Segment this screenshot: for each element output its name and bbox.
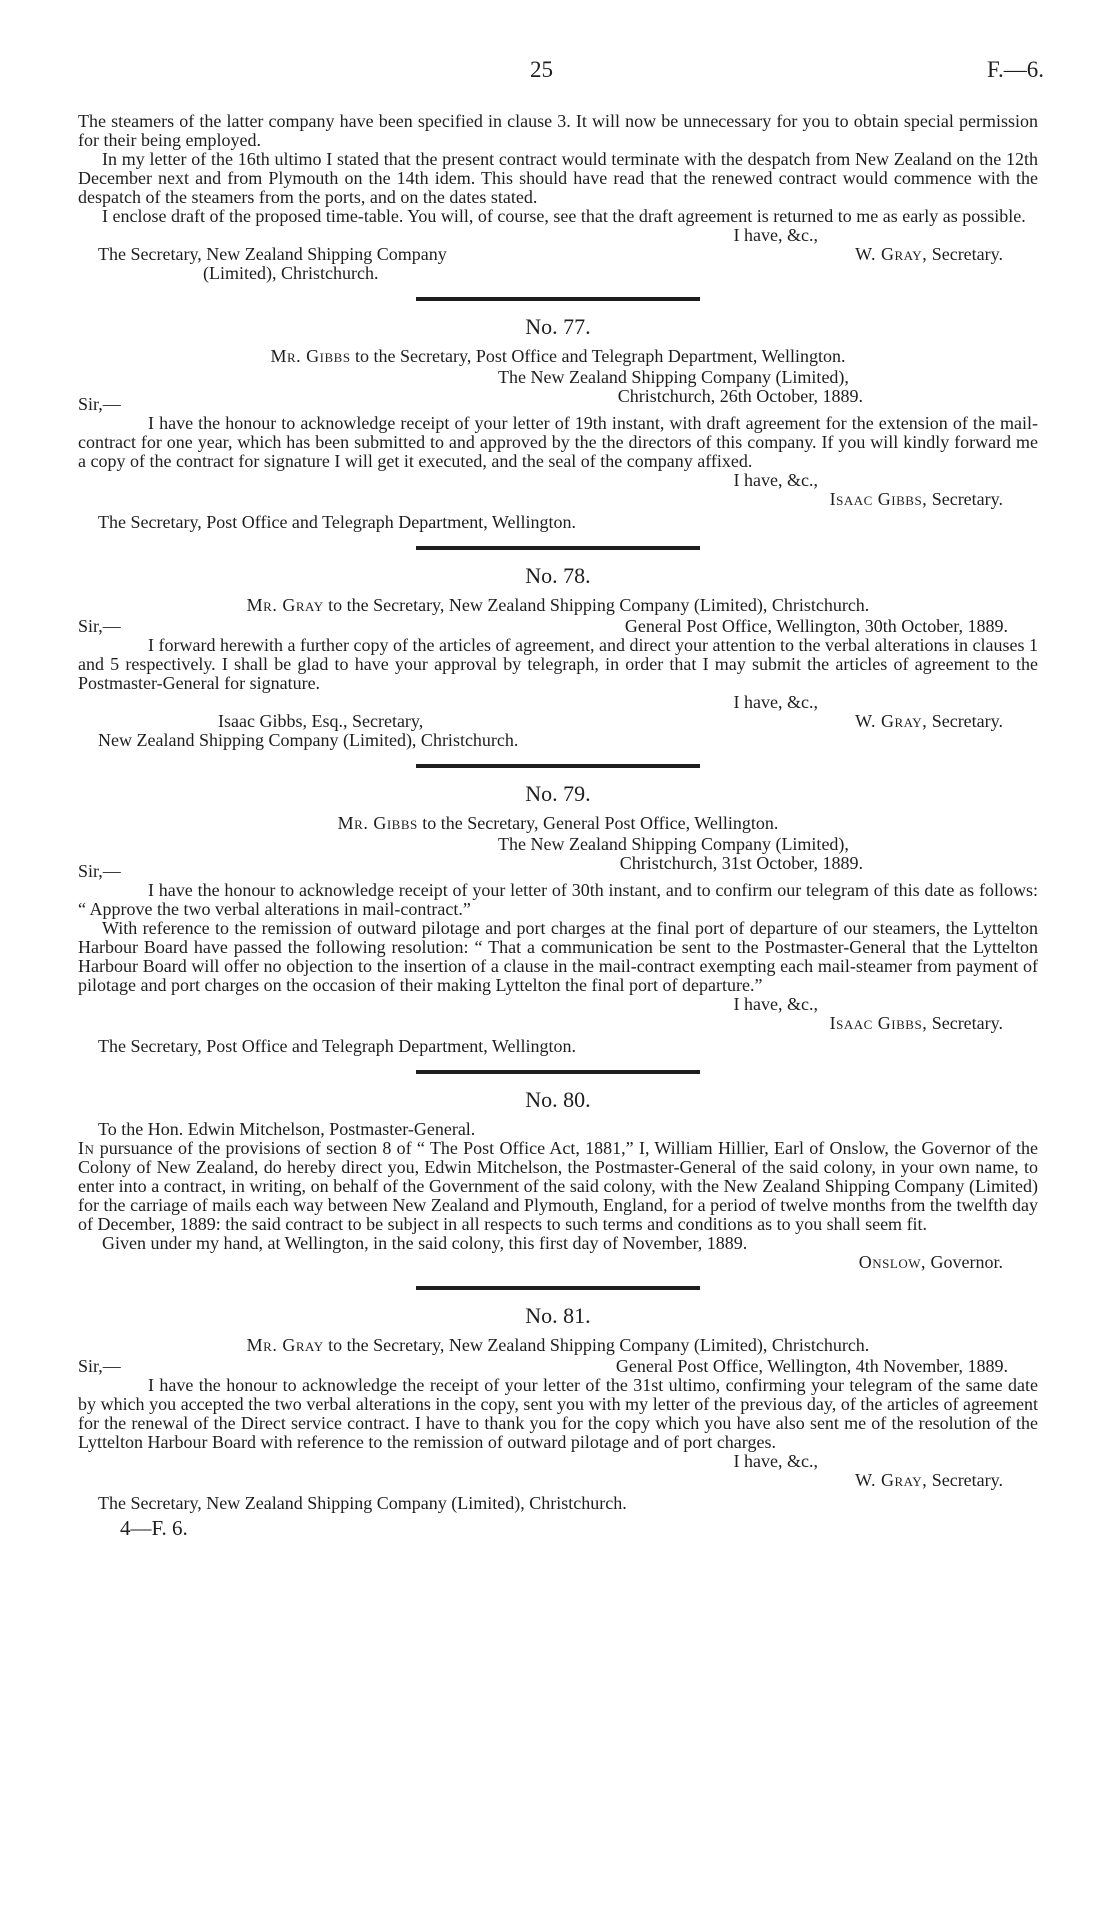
- addressee-line: Isaac Gibbs, Esq., Secretary,: [218, 711, 424, 731]
- paragraph: I have the honour to acknowledge receipt of your letter of 30th instant, and to confirm our telegram of this date as follows: “ Approve the two verbal alterations in mail-contract.”: [78, 880, 1038, 919]
- signature: W. Gray, Secretary.: [855, 244, 1003, 264]
- letter-number: No. 79.: [525, 781, 591, 806]
- paragraph: I enclose draft of the proposed time-table. You will, of course, see that the draft agreement is returned to me as early as possible.: [102, 206, 1026, 226]
- letter-77: [78, 313, 1038, 532]
- letter-date: Christchurch, 26th October, 1889.: [617, 386, 863, 406]
- sender-address: The New Zealand Shipping Company (Limited),: [498, 367, 849, 387]
- section-divider: [416, 764, 700, 768]
- paragraph: I forward herewith a further copy of the articles of agreement, and direct your attention to the verbal alterations in clauses 1 and 5 respectively. I shall be glad to have your approval by telegraph, in order that I may submit the articles of agreement to the Postmaster-General for signature.: [78, 635, 1038, 693]
- addressee-line: New Zealand Shipping Company (Limited), Christchurch.: [98, 730, 519, 750]
- salutation: Sir,—: [78, 394, 121, 414]
- sender-address: General Post Office, Wellington, 4th November, 1889.: [615, 1356, 1008, 1376]
- paragraph: Given under my hand, at Wellington, in the said colony, this first day of November, 1889.: [102, 1233, 748, 1253]
- signature-row: [78, 245, 1038, 283]
- closing-phrase: I have, &c.,: [733, 470, 818, 490]
- signature: W. Gray, Secretary.: [855, 1470, 1003, 1490]
- salutation-row: [78, 387, 1038, 414]
- letter-79: [78, 780, 1038, 1056]
- closing-phrase: I have, &c.,: [733, 225, 818, 245]
- letter-heading: Mr. Gray to the Secretary, New Zealand Shipping Company (Limited), Christchurch.: [246, 1335, 870, 1355]
- page-header: [0, 57, 1114, 90]
- addressee: [78, 712, 518, 750]
- closing-phrase: I have, &c.,: [733, 1451, 818, 1471]
- addressee: [78, 245, 447, 283]
- paragraph: In pursuance of the provisions of section 8 of “ The Post Office Act, 1881,” I, William Hillier, Earl of Onslow, the Governor of the Colony of New Zealand, do hereby direct you, Edwin Mitchelson, the Postmaster-General of the said colony, in your own name, to enter into a contract, in writing, on behalf of the Government of the said colony, with the New Zealand Shipping Company (Limited) for the carriage of mails each way between New Zealand and Plymouth, England, for a period of twelve months from the twelfth day of December, 1889: the said contract to be subject in all respects to such terms and conditions as to you shall seem fit.: [78, 1138, 1039, 1234]
- paragraph: In my letter of the 16th ultimo I stated that the present contract would terminate with the despatch from New Zealand on the 12th December next and from Plymouth on the 14th idem. This should have read that the renewed contract would commence with the despatch of the steamers from the ports, and on the dates stated.: [78, 149, 1038, 207]
- letter-number: No. 81.: [525, 1303, 591, 1328]
- continued-letter: [78, 112, 1038, 283]
- paragraph: With reference to the remission of outward pilotage and port charges at the final port of departure of our steamers, the Lyttelton Harbour Board have passed the following resolution: “ That a communication be sent to the Postmaster-General that the Lyttelton Harbour Board will offer no objection to the insertion of a clause in the mail-contract exempting each mail-steamer from payment of pilotage and port charges on the occasion of their making Lyttelton the final port of departure.”: [78, 918, 1038, 995]
- closing-phrase: I have, &c.,: [733, 692, 818, 712]
- sender-address: The New Zealand Shipping Company (Limited),: [498, 834, 849, 854]
- letter-78: [78, 562, 1038, 750]
- salutation: Sir,—: [78, 861, 121, 881]
- lead-word: In: [78, 1138, 95, 1158]
- section-divider: [416, 546, 700, 550]
- signature: Onslow, Governor.: [858, 1252, 1003, 1272]
- letter-number: No. 77.: [525, 314, 591, 339]
- salutation-row: [78, 617, 1038, 636]
- signature-mark: 4—F. 6.: [120, 1516, 188, 1540]
- paragraph: The steamers of the latter company have been specified in clause 3. It will now be unnecessary for you to obtain special permission for their being employed.: [78, 111, 1038, 150]
- page-number: 25: [530, 57, 553, 82]
- salutation: Sir,—: [78, 1356, 121, 1376]
- page-content: [78, 112, 1038, 1538]
- section-divider: [416, 297, 700, 301]
- paragraph: I have the honour to acknowledge receipt of your letter of 19th instant, with draft agreement for the extension of the mail-contract for one year, which has been submitted to and approved by the the directors of this company. If you will kindly forward me a copy of the contract for signature I will get it executed, and the seal of the company affixed.: [78, 413, 1038, 471]
- addressee: The Secretary, Post Office and Telegraph Department, Wellington.: [98, 1036, 576, 1056]
- letter-number: No. 80.: [525, 1087, 591, 1112]
- salutation-row: [78, 1357, 1038, 1376]
- letter-81: [78, 1302, 1038, 1513]
- addressee: The Secretary, Post Office and Telegraph Department, Wellington.: [98, 512, 576, 532]
- addressee-line: The Secretary, New Zealand Shipping Company: [98, 244, 447, 264]
- addressee: The Secretary, New Zealand Shipping Company (Limited), Christchurch.: [98, 1493, 627, 1513]
- signature: Isaac Gibbs, Secretary.: [829, 489, 1003, 509]
- sender-address: General Post Office, Wellington, 30th October, 1889.: [624, 616, 1008, 636]
- salutation: Sir,—: [78, 616, 121, 636]
- letter-heading: Mr. Gibbs to the Secretary, General Post Office, Wellington.: [337, 813, 779, 833]
- signature: W. Gray, Secretary.: [855, 711, 1003, 731]
- section-divider: [416, 1070, 700, 1074]
- paragraph: I have the honour to acknowledge the receipt of your letter of the 31st ultimo, confirming your telegram of the same date by which you accepted the two verbal alterations in the copy, sent you with my letter of the previous day, of the articles of agreement for the renewal of the Direct service contract. I have to thank you for the copy which you have also sent me of the resolution of the Lyttelton Harbour Board with reference to the remission of outward pilotage and of port charges.: [78, 1375, 1038, 1452]
- signature: Isaac Gibbs, Secretary.: [829, 1013, 1003, 1033]
- closing-phrase: I have, &c.,: [733, 994, 818, 1014]
- letter-80: [78, 1086, 1038, 1272]
- signature-row: [78, 712, 1038, 750]
- letter-number: No. 78.: [525, 563, 591, 588]
- document-reference: F.—6.: [987, 57, 1044, 82]
- letter-heading: To the Hon. Edwin Mitchelson, Postmaster-General.: [98, 1119, 476, 1139]
- letter-date: Christchurch, 31st October, 1889.: [619, 853, 863, 873]
- salutation-row: [78, 854, 1038, 881]
- letter-heading: Mr. Gray to the Secretary, New Zealand Shipping Company (Limited), Christchurch.: [246, 595, 870, 615]
- addressee-line: (Limited), Christchurch.: [203, 263, 379, 283]
- letter-heading: Mr. Gibbs to the Secretary, Post Office and Telegraph Department, Wellington.: [270, 346, 846, 366]
- section-divider: [416, 1286, 700, 1290]
